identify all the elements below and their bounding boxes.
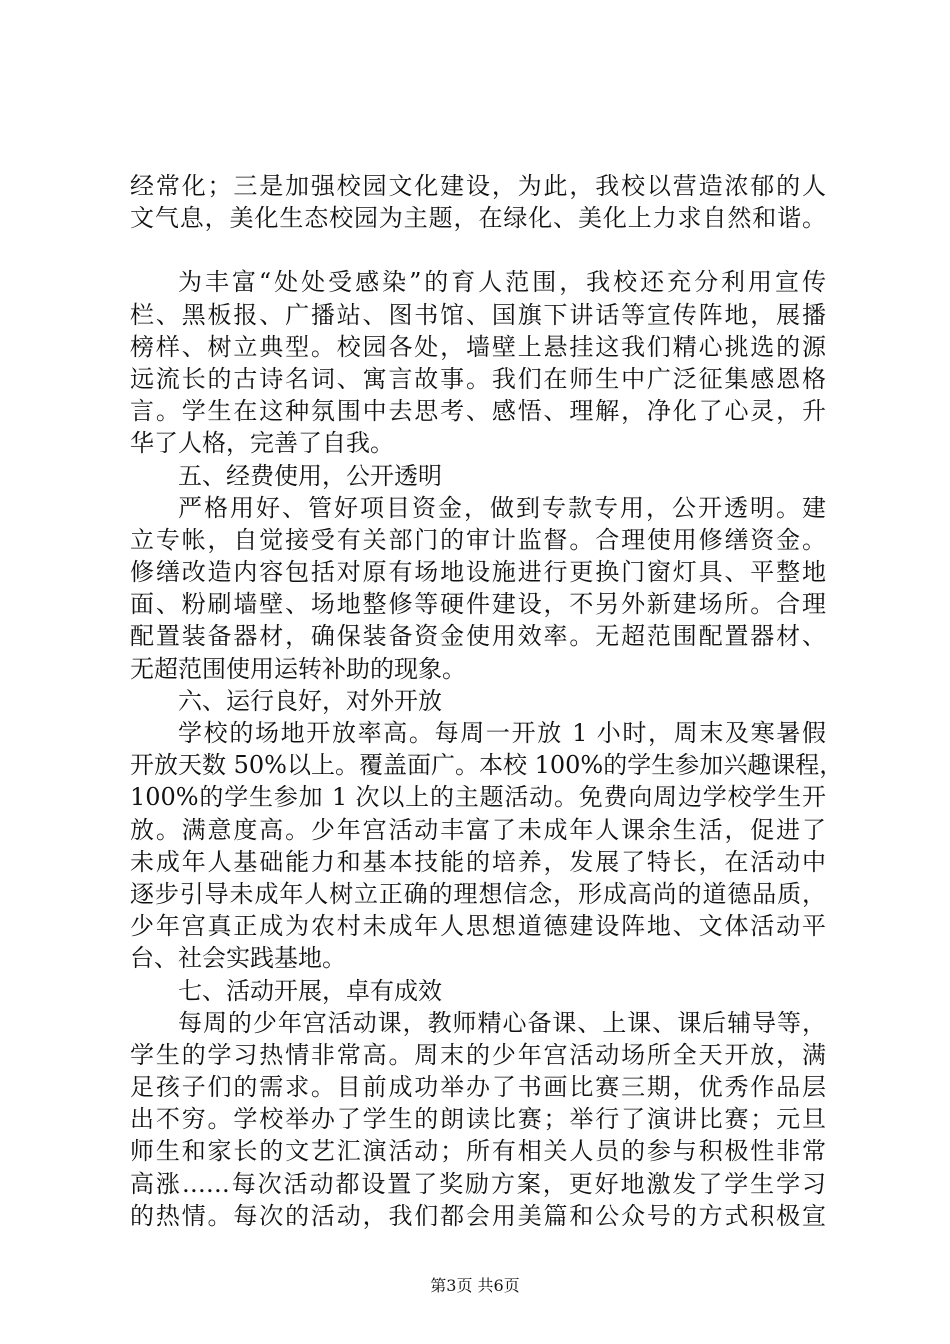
paragraph-publicity [130, 266, 826, 459]
document-body [130, 170, 844, 1232]
text-line: 学生的学习热情非常高。周末的少年宫活动场所全天开放，满 [130, 1040, 826, 1069]
text-line: 配置装备器材，确保装备资金使用效率。无超范围配置器材、 [130, 622, 826, 651]
text-line: 为丰富“处处受感染”的育人范围，我校还充分利用宣传 [178, 268, 826, 297]
text-line: 榜样、树立典型。校园各处，墙壁上悬挂这我们精心挑选的源 [130, 332, 826, 361]
text-line: 面、粉刷墙壁、场地整修等硬件建设，不另外新建场所。合理 [130, 590, 826, 619]
text-line: 无超范围使用运转补助的现象。 [130, 654, 466, 683]
text-line: 逐步引导未成年人树立正确的理想信念，形成高尚的道德品质， [130, 879, 826, 908]
text-line: 栏、黑板报、广播站、图书馆、国旗下讲话等宣传阵地，展播 [130, 300, 826, 329]
paragraph-continuation [130, 170, 826, 234]
text-line: 未成年人基础能力和基本技能的培养，发展了特长，在活动中 [130, 847, 826, 876]
text-line: 文气息，美化生态校园为主题，在绿化、美化上力求自然和谐。 [130, 204, 826, 233]
text-line: 少年宫真正成为农村未成年人思想道德建设阵地、文体活动平 [130, 912, 826, 941]
text-line: 立专帐，自觉接受有关部门的审计监督。合理使用修缮资金。 [130, 525, 826, 554]
text-line: 每周的少年宫活动课，教师精心备课、上课、课后辅导等， [178, 1008, 826, 1037]
paragraph-activities [130, 1007, 826, 1232]
text-line: 学校的场地开放率高。每周一开放 1 小时，周末及寒暑假 [178, 719, 826, 747]
section-heading-5: 五、经费使用，公开透明 [178, 461, 442, 490]
text-line: 远流长的古诗名词、寓言故事。我们在师生中广泛征集感恩格 [130, 364, 826, 393]
page-number-footer: 第3页 共6页 [430, 1276, 520, 1295]
text-line: 华了人格，完善了自我。 [130, 429, 394, 458]
text-line: 放。满意度高。少年宫活动丰富了未成年人课余生活，促进了 [130, 815, 826, 844]
text-line: 师生和家长的文艺汇演活动；所有相关人员的参与积极性非常 [130, 1137, 826, 1166]
text-line: 高涨……每次活动都设置了奖励方案，更好地激发了学生学习 [130, 1169, 826, 1198]
section-heading-7: 七、活动开展，卓有成效 [178, 976, 442, 1005]
text-line: 足孩子们的需求。目前成功举办了书画比赛三期，优秀作品层 [130, 1073, 826, 1102]
text-line: 出不穷。学校举办了学生的朗读比赛；举行了演讲比赛；元旦 [130, 1105, 826, 1134]
text-line: 100%的学生参加 1 次以上的主题活动。免费向周边学校学生开 [130, 783, 826, 812]
paragraph-funds [130, 492, 826, 685]
text-line: 开放天数 50%以上。覆盖面广。本校 100%的学生参加兴趣课程， [130, 751, 844, 780]
text-line: 的热情。每次的活动，我们都会用美篇和公众号的方式积极宣 [130, 1201, 826, 1230]
text-line: 台、社会实践基地。 [130, 944, 346, 973]
section-heading-6: 六、运行良好，对外开放 [178, 686, 442, 715]
text-line: 严格用好、管好项目资金，做到专款专用，公开透明。建 [178, 493, 826, 522]
text-line: 言。学生在这种氛围中去思考、感悟、理解，净化了心灵，升 [130, 397, 826, 426]
paragraph-operation [130, 717, 844, 975]
text-line: 经常化；三是加强校园文化建设，为此，我校以营造浓郁的人 [130, 172, 826, 200]
paragraph-gap [130, 234, 826, 266]
text-line: 修缮改造内容包括对原有场地设施进行更换门窗灯具、平整地 [130, 558, 826, 587]
